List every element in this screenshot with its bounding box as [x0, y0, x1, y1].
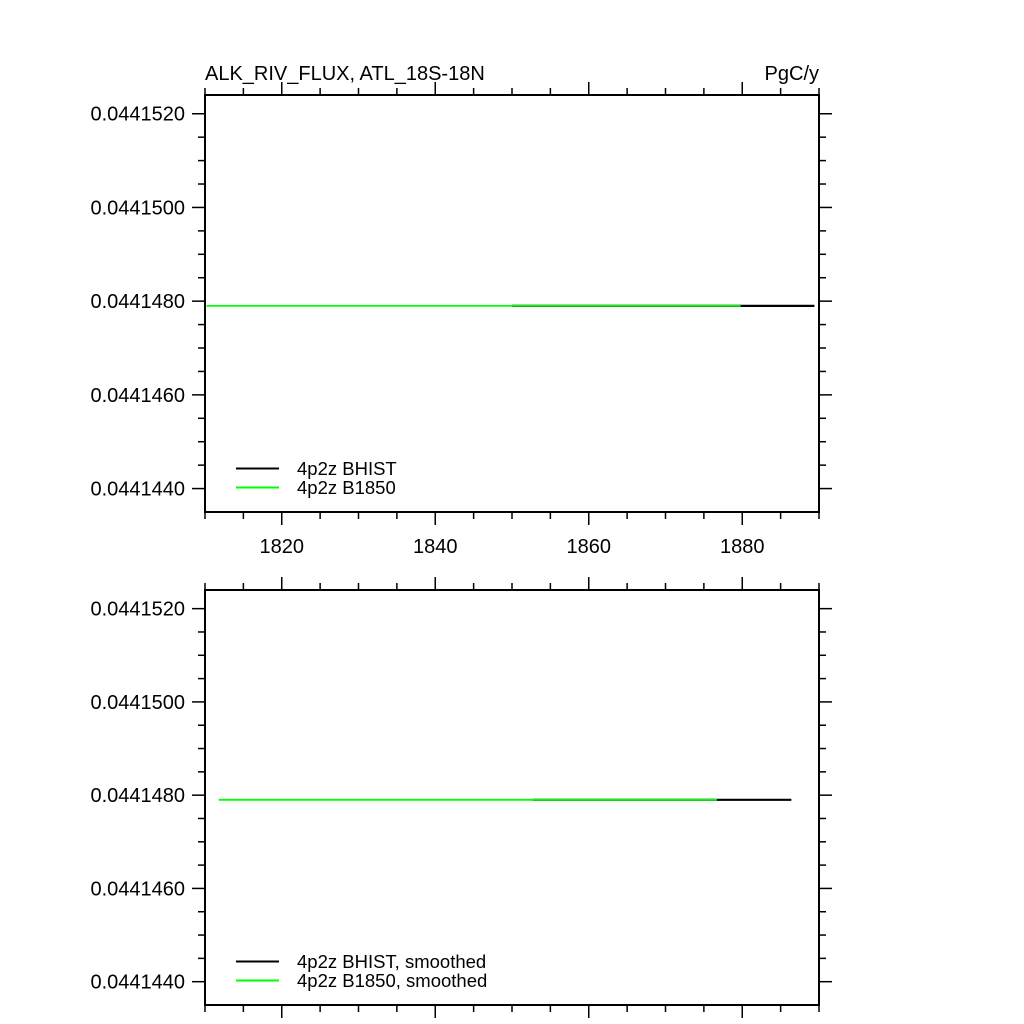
chart-units-label: PgC/y — [764, 63, 819, 85]
y-tick-label: 0.0441500 — [90, 197, 185, 220]
y-axis-ticks — [192, 114, 832, 489]
legend-label-4p2z-b1850: 4p2z B1850 — [297, 477, 396, 498]
chart-title: ALK_RIV_FLUX, ATL_18S-18N — [205, 63, 485, 85]
x-axis-labels — [260, 536, 765, 558]
legend-label-4p2z-bhist: 4p2z BHIST — [297, 458, 397, 479]
legend-label-4p2z-b1850-smoothed: 4p2z B1850, smoothed — [297, 970, 488, 991]
y-tick-label: 0.0441460 — [90, 878, 185, 901]
x-tick-label: 1840 — [413, 536, 458, 558]
y-axis-ticks — [192, 609, 832, 982]
plot-frame — [205, 95, 819, 512]
y-tick-label: 0.0441440 — [90, 971, 185, 994]
y-axis-labels — [90, 599, 185, 994]
y-tick-label: 0.0441480 — [90, 785, 185, 808]
panel-bottom — [90, 577, 832, 1018]
plot-frame — [205, 590, 819, 1005]
x-tick-label: 1860 — [566, 536, 611, 558]
legend-label-4p2z-bhist-smoothed: 4p2z BHIST, smoothed — [297, 951, 487, 972]
panel-top — [90, 82, 832, 558]
legend — [236, 458, 397, 498]
y-axis-labels — [90, 104, 185, 501]
x-tick-label: 1820 — [259, 536, 304, 558]
y-tick-label: 0.0441460 — [90, 384, 185, 407]
y-tick-label: 0.0441520 — [90, 103, 185, 126]
legend — [236, 951, 487, 991]
y-tick-label: 0.0441480 — [90, 291, 185, 314]
x-tick-label: 1880 — [720, 536, 765, 558]
y-tick-label: 0.0441500 — [90, 691, 185, 714]
y-tick-label: 0.0441520 — [90, 598, 185, 621]
y-tick-label: 0.0441440 — [90, 478, 185, 501]
